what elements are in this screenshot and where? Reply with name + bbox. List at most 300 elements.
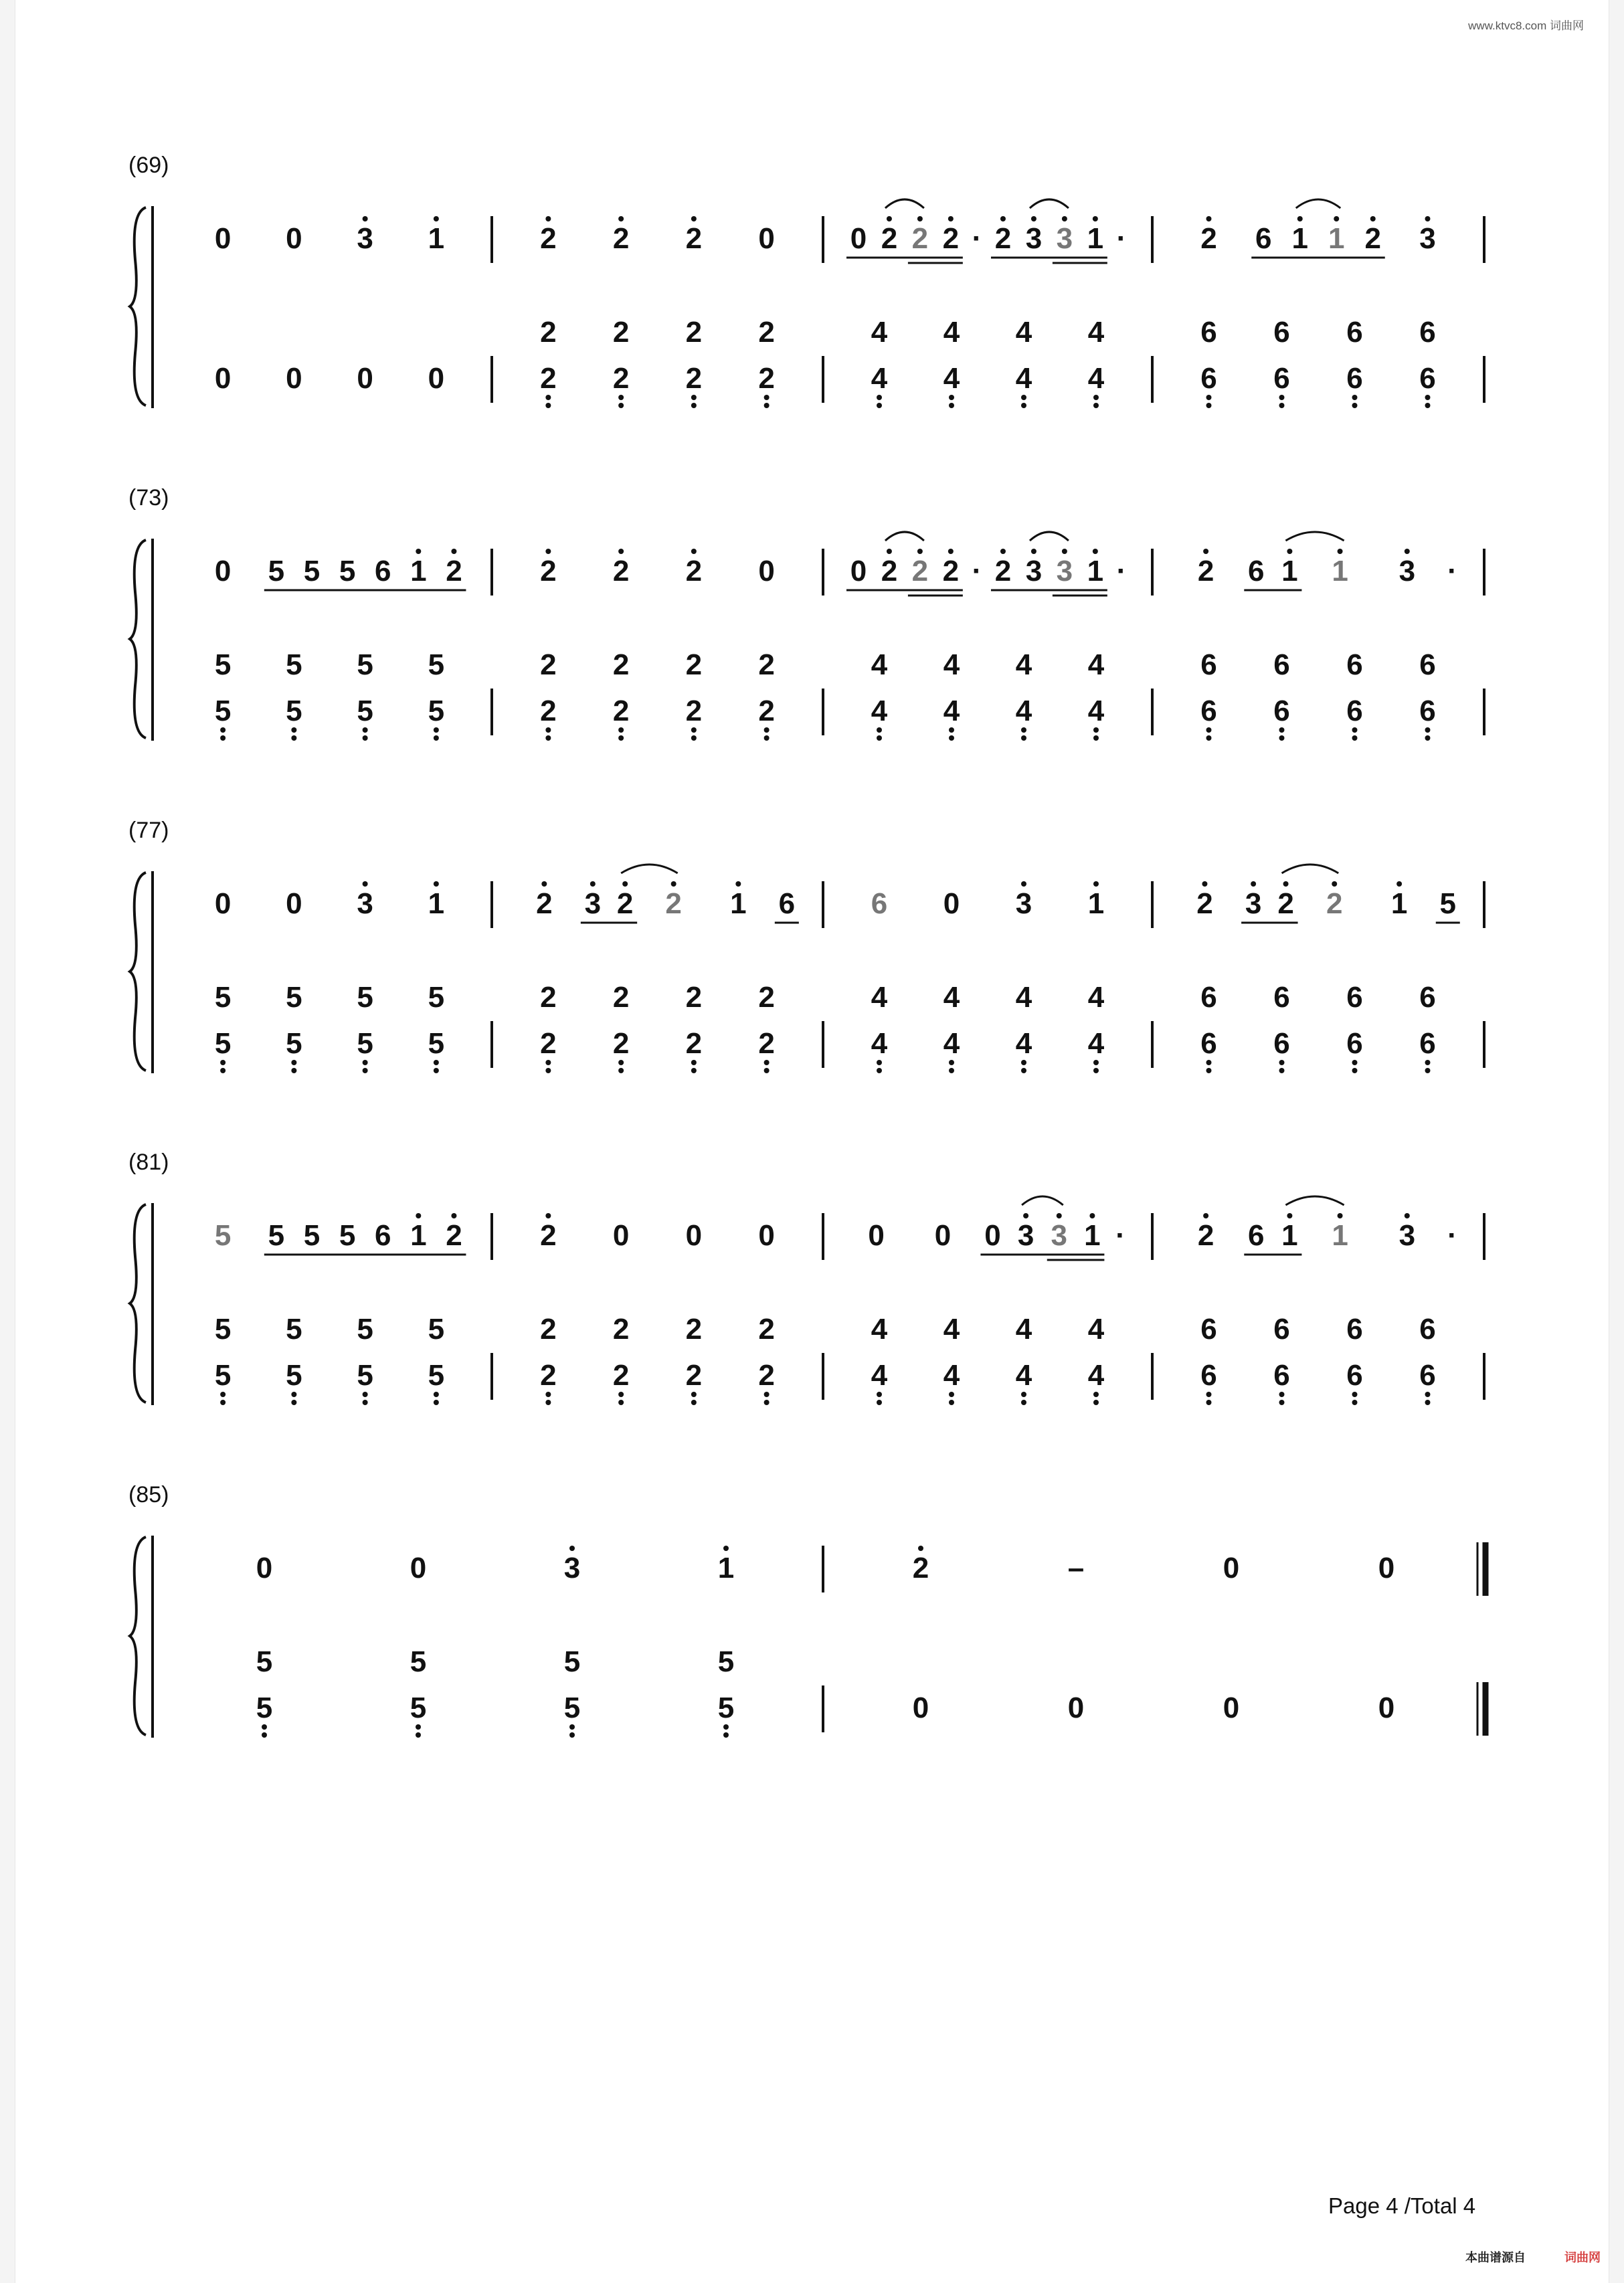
measure-number-label: (85) <box>128 1482 169 1508</box>
note-upper: 2 <box>994 555 1012 587</box>
chord-note-top: 4 <box>943 981 960 1014</box>
measure-number-label: (77) <box>128 818 169 843</box>
chord-note-bottom: 4 <box>871 695 888 727</box>
note-upper: 0 <box>612 1219 630 1252</box>
octave-dot-high <box>618 549 624 554</box>
note-upper: 1 <box>1084 1219 1101 1252</box>
octave-dot-low <box>1352 395 1358 400</box>
octave-dot-low <box>691 1400 697 1405</box>
octave-dot-low <box>291 1400 296 1405</box>
octave-dot-high <box>451 1213 456 1218</box>
chord-note-bottom: 6 <box>1346 1359 1363 1392</box>
octave-dot-high <box>363 216 368 221</box>
chord-note-top: 2 <box>685 1313 703 1346</box>
chord-note-top: 5 <box>286 1313 302 1346</box>
note-upper: 2 <box>665 887 682 920</box>
chord-note-bottom: 6 <box>1419 695 1436 727</box>
octave-dot-high <box>735 881 741 887</box>
note-upper: 2 <box>1197 1219 1214 1252</box>
chord-note-bottom: 0 <box>428 362 445 395</box>
chord-note-top: 6 <box>1200 316 1217 349</box>
chord-note-bottom: 2 <box>685 362 703 395</box>
octave-dot-high <box>1093 216 1098 221</box>
measure-number-label: (69) <box>128 153 169 178</box>
chord-note-bottom: 6 <box>1200 1027 1217 1060</box>
chord-note-top: 4 <box>1087 981 1105 1014</box>
octave-dot-low <box>220 1392 225 1397</box>
octave-dot-high <box>1062 216 1067 221</box>
note-upper: · <box>1115 1219 1125 1252</box>
octave-dot-low <box>291 727 296 733</box>
octave-dot-low <box>1021 1068 1026 1073</box>
octave-dot-high <box>1031 216 1036 221</box>
note-upper: 5 <box>1439 887 1457 920</box>
octave-dot-low <box>1352 1060 1358 1065</box>
chord-note-top: 4 <box>871 648 888 681</box>
grand-staff-brace <box>130 207 146 405</box>
octave-dot-low <box>1206 1060 1212 1065</box>
note-upper: 1 <box>1328 222 1345 255</box>
octave-dot-low <box>545 403 551 408</box>
chord-note-bottom: 5 <box>286 695 302 727</box>
octave-dot-high <box>691 216 697 221</box>
chord-note-bottom: 0 <box>214 362 232 395</box>
chord-note-top: 5 <box>428 648 445 681</box>
chord-note-top: 2 <box>540 1313 557 1346</box>
chord-note-top: 5 <box>357 1313 373 1346</box>
octave-dot-high <box>545 1213 551 1218</box>
chord-note-bottom: 6 <box>1273 1027 1290 1060</box>
octave-dot-low <box>1279 1060 1285 1065</box>
note-upper: · <box>972 222 982 255</box>
note-upper: · <box>972 555 982 587</box>
note-upper: 1 <box>1087 222 1104 255</box>
octave-dot-high <box>1287 549 1292 554</box>
grand-staff-brace <box>130 1537 146 1735</box>
note-upper: 1 <box>1281 555 1298 587</box>
chord-note-bottom: 4 <box>1015 1027 1032 1060</box>
note-upper: 0 <box>214 222 232 255</box>
octave-dot-high <box>1297 216 1303 221</box>
chord-note-top: 4 <box>943 316 960 349</box>
chord-note-top: 6 <box>1273 316 1290 349</box>
note-upper: 0 <box>256 1552 273 1584</box>
chord-note-top: 6 <box>1346 648 1363 681</box>
octave-dot-low <box>1093 735 1099 741</box>
chord-note-bottom: 6 <box>1273 1359 1290 1392</box>
grand-staff-brace <box>130 540 146 738</box>
note-upper: 5 <box>339 1219 356 1252</box>
note-upper: 2 <box>446 1219 462 1252</box>
octave-dot-low <box>1021 735 1026 741</box>
note-upper: 6 <box>1255 222 1272 255</box>
octave-dot-low <box>291 735 296 741</box>
octave-dot-low <box>618 735 624 741</box>
tie-arc <box>1022 1196 1063 1205</box>
octave-dot-low <box>220 1068 225 1073</box>
chord-note-top: 4 <box>1015 648 1032 681</box>
octave-dot-low <box>1352 1392 1358 1397</box>
tie-arc <box>1030 532 1069 541</box>
chord-note-bottom: 5 <box>717 1692 735 1724</box>
chord-note-bottom: 4 <box>1087 695 1105 727</box>
chord-note-top: 6 <box>1346 981 1363 1014</box>
octave-dot-high <box>671 881 676 887</box>
chord-note-top: 4 <box>1015 981 1032 1014</box>
octave-dot-high <box>1057 1213 1062 1218</box>
chord-note-top: 2 <box>540 981 557 1014</box>
octave-dot-low <box>723 1732 729 1738</box>
chord-note-top: 5 <box>357 981 373 1014</box>
octave-dot-high <box>1405 549 1410 554</box>
chord-note-top: 6 <box>1419 1313 1436 1346</box>
octave-dot-high <box>434 881 439 887</box>
octave-dot-low <box>1206 403 1212 408</box>
chord-note-bottom: 2 <box>685 1359 703 1392</box>
octave-dot-high <box>1287 1213 1292 1218</box>
note-upper: 2 <box>942 222 960 255</box>
octave-dot-low <box>877 727 882 733</box>
octave-dot-high <box>917 216 923 221</box>
octave-dot-low <box>220 735 225 741</box>
chord-note-bottom: 0 <box>912 1692 929 1724</box>
note-upper: 2 <box>1200 222 1217 255</box>
note-upper: 0 <box>758 555 775 587</box>
chord-note-bottom: 6 <box>1273 362 1290 395</box>
octave-dot-low <box>691 1060 697 1065</box>
chord-note-top: 6 <box>1419 981 1436 1014</box>
note-upper: 2 <box>911 555 929 587</box>
chord-note-bottom: 4 <box>1087 362 1105 395</box>
tie-arc <box>1296 199 1341 208</box>
note-upper: 2 <box>612 222 630 255</box>
chord-note-bottom: 2 <box>758 1027 775 1060</box>
octave-dot-low <box>220 1060 225 1065</box>
octave-dot-high <box>1093 881 1099 887</box>
octave-dot-low <box>545 727 551 733</box>
note-upper: 2 <box>1364 222 1381 255</box>
note-upper: 2 <box>540 555 557 587</box>
octave-dot-low <box>877 1060 882 1065</box>
chord-note-bottom: 6 <box>1200 695 1217 727</box>
note-upper: 0 <box>943 887 960 920</box>
octave-dot-low <box>764 727 770 733</box>
note-upper: 0 <box>758 222 775 255</box>
octave-dot-low <box>1021 1060 1026 1065</box>
footer-logo: 词曲网 <box>1564 2251 1601 2264</box>
note-upper: 6 <box>374 1219 391 1252</box>
chord-note-top: 5 <box>286 648 302 681</box>
note-upper: 6 <box>1248 1219 1265 1252</box>
octave-dot-high <box>918 1546 923 1551</box>
note-upper: 3 <box>1051 1219 1068 1252</box>
octave-dot-low <box>1425 1400 1431 1405</box>
octave-dot-low <box>691 395 697 400</box>
chord-note-top: 5 <box>428 1313 445 1346</box>
octave-dot-high <box>887 549 892 554</box>
chord-note-bottom: 6 <box>1200 362 1217 395</box>
octave-dot-high <box>691 549 697 554</box>
chord-note-top: 6 <box>1346 1313 1363 1346</box>
octave-dot-low <box>1352 1400 1358 1405</box>
octave-dot-low <box>764 403 770 408</box>
chord-note-bottom: 5 <box>357 1359 373 1392</box>
note-upper: 6 <box>1248 555 1265 587</box>
chord-note-top: 6 <box>1273 648 1290 681</box>
note-upper: 3 <box>1399 555 1416 587</box>
chord-note-bottom: 2 <box>758 1359 775 1392</box>
chord-note-bottom: 6 <box>1346 362 1363 395</box>
chord-note-top: 5 <box>214 981 232 1014</box>
note-upper: 2 <box>911 222 929 255</box>
chord-note-top: 6 <box>1200 648 1217 681</box>
octave-dot-low <box>1425 1060 1431 1065</box>
note-upper: 0 <box>868 1219 885 1252</box>
chord-note-bottom: 4 <box>943 1027 960 1060</box>
octave-dot-low <box>1425 1392 1431 1397</box>
chord-note-bottom: 6 <box>1200 1359 1217 1392</box>
chord-note-bottom: 2 <box>540 362 557 395</box>
chord-note-bottom: 4 <box>1015 695 1032 727</box>
chord-note-top: 6 <box>1419 648 1436 681</box>
note-upper: 5 <box>303 1219 321 1252</box>
chord-note-bottom: 6 <box>1419 362 1436 395</box>
chord-note-top: 2 <box>685 648 703 681</box>
chord-note-bottom: 2 <box>540 695 557 727</box>
octave-dot-low <box>1093 1068 1099 1073</box>
note-upper: 1 <box>730 887 747 920</box>
chord-note-bottom: 2 <box>540 1359 557 1392</box>
octave-dot-low <box>1352 1068 1358 1073</box>
octave-dot-low <box>691 727 697 733</box>
chord-note-bottom: 2 <box>758 695 775 727</box>
note-upper: 2 <box>942 555 960 587</box>
note-upper: 3 <box>1017 1219 1034 1252</box>
octave-dot-low <box>764 735 770 741</box>
grand-staff-brace <box>130 873 146 1071</box>
octave-dot-high <box>434 216 439 221</box>
octave-dot-high <box>1023 1213 1028 1218</box>
tie-arc <box>885 532 924 541</box>
measure-number-label: (81) <box>128 1150 169 1175</box>
octave-dot-low <box>434 1392 439 1397</box>
octave-dot-low <box>434 1060 439 1065</box>
octave-dot-low <box>877 395 882 400</box>
chord-note-bottom: 6 <box>1346 1027 1363 1060</box>
octave-dot-high <box>887 216 892 221</box>
note-upper: · <box>1116 555 1127 587</box>
chord-note-bottom: 5 <box>428 695 445 727</box>
octave-dot-high <box>1405 1213 1410 1218</box>
octave-dot-low <box>363 727 368 733</box>
note-upper: 2 <box>540 1219 557 1252</box>
octave-dot-high <box>545 549 551 554</box>
octave-dot-low <box>569 1724 575 1730</box>
octave-dot-low <box>416 1732 421 1738</box>
chord-note-top: 2 <box>685 981 703 1014</box>
chord-note-top: 2 <box>540 316 557 349</box>
octave-dot-low <box>1093 727 1099 733</box>
octave-dot-low <box>618 1068 624 1073</box>
chord-note-bottom: 0 <box>286 362 302 395</box>
octave-dot-low <box>1093 1060 1099 1065</box>
chord-note-bottom: 0 <box>1067 1692 1085 1724</box>
chord-note-bottom: 4 <box>943 362 960 395</box>
chord-note-top: 5 <box>214 648 232 681</box>
octave-dot-low <box>618 727 624 733</box>
note-upper: 1 <box>717 1552 735 1584</box>
note-upper: 2 <box>1197 555 1214 587</box>
note-upper: · <box>1447 1219 1457 1252</box>
octave-dot-low <box>1021 395 1026 400</box>
note-upper: 1 <box>410 1219 427 1252</box>
chord-note-bottom: 5 <box>214 695 232 727</box>
note-upper: 3 <box>1245 887 1262 920</box>
octave-dot-low <box>691 403 697 408</box>
note-upper: 2 <box>1196 887 1213 920</box>
note-upper: 6 <box>871 887 888 920</box>
note-upper: 1 <box>1332 555 1348 587</box>
note-upper: 3 <box>1419 222 1436 255</box>
octave-dot-low <box>1425 727 1431 733</box>
octave-dot-low <box>545 395 551 400</box>
note-upper: 1 <box>1390 887 1408 920</box>
octave-dot-high <box>1203 1213 1208 1218</box>
octave-dot-low <box>434 735 439 741</box>
note-upper: 2 <box>616 887 634 920</box>
note-upper: 6 <box>778 887 796 920</box>
chord-note-bottom: 5 <box>357 695 373 727</box>
note-upper: 1 <box>1291 222 1308 255</box>
octave-dot-high <box>1206 216 1212 221</box>
octave-dot-high <box>1396 881 1402 887</box>
octave-dot-low <box>1206 1068 1212 1073</box>
octave-dot-high <box>451 549 456 554</box>
octave-dot-low <box>764 395 770 400</box>
note-upper: 2 <box>685 555 703 587</box>
octave-dot-high <box>1062 549 1067 554</box>
chord-note-bottom: 4 <box>1015 362 1032 395</box>
chord-note-bottom: 5 <box>256 1692 273 1724</box>
chord-note-top: 6 <box>1273 1313 1290 1346</box>
note-upper: 5 <box>339 555 356 587</box>
chord-note-top: 5 <box>256 1645 273 1678</box>
octave-dot-low <box>363 1400 368 1405</box>
octave-dot-high <box>1334 216 1339 221</box>
note-upper: 3 <box>584 887 602 920</box>
chord-note-top: 2 <box>685 316 703 349</box>
octave-dot-low <box>618 1400 624 1405</box>
grand-staff-brace <box>130 1204 146 1402</box>
octave-dot-low <box>877 1068 882 1073</box>
octave-dot-low <box>1279 1068 1285 1073</box>
octave-dot-low <box>363 735 368 741</box>
octave-dot-low <box>949 1400 954 1405</box>
note-upper: 1 <box>428 887 445 920</box>
chord-note-top: 6 <box>1419 316 1436 349</box>
octave-dot-high <box>618 216 624 221</box>
octave-dot-high <box>363 881 368 887</box>
octave-dot-high <box>1000 549 1006 554</box>
octave-dot-high <box>1021 881 1026 887</box>
tie-arc <box>621 864 678 873</box>
octave-dot-low <box>877 403 882 408</box>
octave-dot-high <box>1203 549 1208 554</box>
note-upper: 2 <box>1326 887 1343 920</box>
chord-note-bottom: 5 <box>214 1359 232 1392</box>
note-upper: 3 <box>1025 222 1043 255</box>
octave-dot-low <box>723 1724 729 1730</box>
chord-note-top: 5 <box>717 1645 735 1678</box>
chord-note-bottom: 6 <box>1419 1359 1436 1392</box>
chord-note-bottom: 5 <box>214 1027 232 1060</box>
octave-dot-high <box>416 549 421 554</box>
chord-note-top: 2 <box>612 981 630 1014</box>
octave-dot-low <box>1425 735 1431 741</box>
chord-note-bottom: 2 <box>612 1027 630 1060</box>
octave-dot-low <box>691 1068 697 1073</box>
octave-dot-low <box>1352 403 1358 408</box>
octave-dot-low <box>764 1060 770 1065</box>
octave-dot-high <box>948 216 954 221</box>
chord-note-top: 4 <box>1015 316 1032 349</box>
chord-note-top: 5 <box>286 981 302 1014</box>
note-upper: 2 <box>446 555 462 587</box>
chord-note-bottom: 6 <box>1273 695 1290 727</box>
chord-note-top: 2 <box>612 316 630 349</box>
note-upper: 3 <box>357 887 373 920</box>
note-upper: 2 <box>1277 887 1294 920</box>
chord-note-bottom: 6 <box>1346 695 1363 727</box>
octave-dot-low <box>764 1400 770 1405</box>
octave-dot-high <box>1283 881 1289 887</box>
octave-dot-high <box>1031 549 1036 554</box>
octave-dot-low <box>1279 735 1285 741</box>
chord-note-bottom: 0 <box>1223 1692 1240 1724</box>
chord-note-bottom: 2 <box>685 1027 703 1060</box>
octave-dot-low <box>545 1400 551 1405</box>
octave-dot-low <box>949 1060 954 1065</box>
octave-dot-low <box>363 1068 368 1073</box>
chord-note-top: 2 <box>758 648 775 681</box>
note-upper: 3 <box>1399 1219 1416 1252</box>
octave-dot-low <box>618 403 624 408</box>
chord-note-bottom: 2 <box>612 1359 630 1392</box>
chord-note-bottom: 5 <box>428 1027 445 1060</box>
note-upper: 1 <box>428 222 445 255</box>
octave-dot-high <box>723 1546 729 1551</box>
note-upper: 0 <box>286 222 302 255</box>
note-upper: 1 <box>410 555 427 587</box>
octave-dot-low <box>291 1060 296 1065</box>
octave-dot-high <box>590 881 596 887</box>
chord-note-bottom: 5 <box>286 1027 302 1060</box>
octave-dot-high <box>1332 881 1337 887</box>
octave-dot-low <box>1021 727 1026 733</box>
measure-number-label: (73) <box>128 485 169 511</box>
note-upper: · <box>1116 222 1127 255</box>
note-upper: 2 <box>881 555 898 587</box>
chord-note-top: 6 <box>1273 981 1290 1014</box>
chord-note-bottom: 2 <box>612 695 630 727</box>
octave-dot-low <box>416 1724 421 1730</box>
chord-note-top: 4 <box>1087 648 1105 681</box>
chord-note-top: 6 <box>1200 981 1217 1014</box>
note-upper: 0 <box>850 555 867 587</box>
chord-note-top: 4 <box>943 1313 960 1346</box>
chord-note-bottom: 2 <box>758 362 775 395</box>
octave-dot-low <box>1206 735 1212 741</box>
